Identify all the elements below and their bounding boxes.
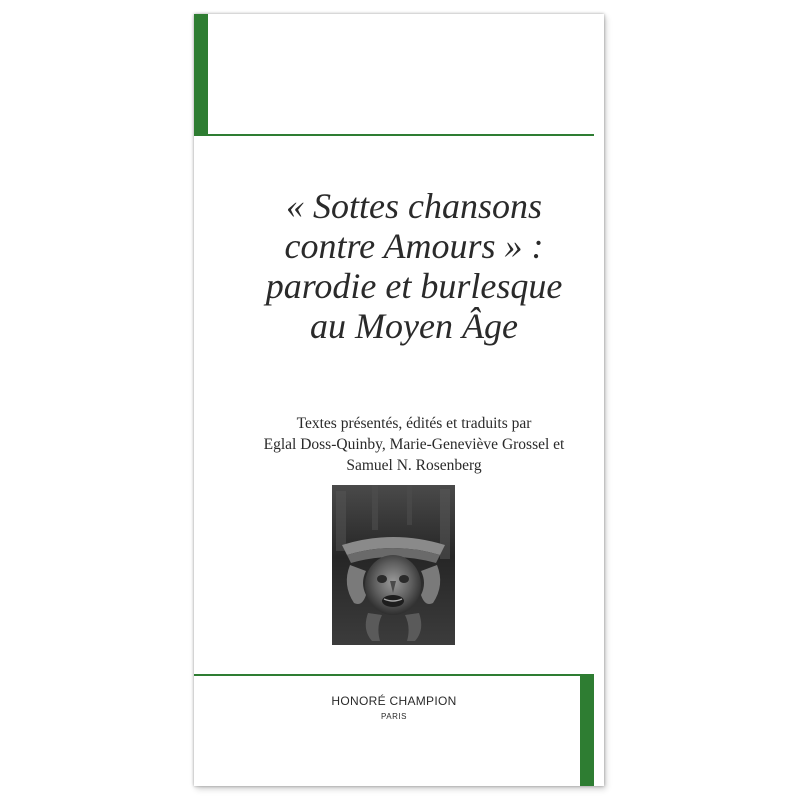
credit-line-1: Textes présentés, édités et traduits par (296, 415, 532, 432)
title-line-2: contre Amours » : (284, 226, 544, 266)
editors-credit (214, 413, 614, 476)
credit-line-3: Samuel N. Rosenberg (346, 457, 482, 474)
publisher-name: HONORÉ CHAMPION (331, 694, 457, 708)
carved-misericord-photo (332, 485, 455, 645)
book-cover (194, 14, 604, 786)
credit-line-2: Eglal Doss-Quinby, Marie-Geneviève Grossel et (263, 436, 565, 453)
title-line-1: « Sottes chansons (286, 186, 542, 226)
green-horizontal-rule-bottom (194, 674, 594, 676)
book-title (214, 186, 614, 346)
green-vertical-bar-bottom (580, 674, 594, 786)
green-horizontal-rule-top (194, 134, 594, 136)
publisher-city: PARIS (381, 712, 407, 721)
green-vertical-bar-top (194, 14, 208, 136)
title-line-4: au Moyen Âge (310, 306, 518, 346)
grotesque-face-icon (332, 485, 455, 645)
title-line-3: parodie et burlesque (265, 266, 563, 306)
